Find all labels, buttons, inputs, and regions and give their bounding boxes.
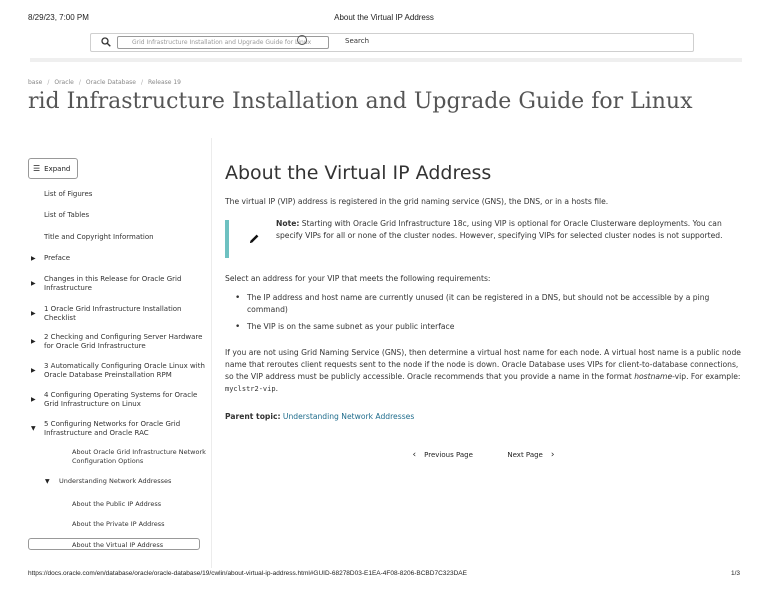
toc-item-title-copyright[interactable]: Title and Copyright Information xyxy=(44,233,154,241)
triangle-down-icon: ▼ xyxy=(31,425,36,432)
search-bar xyxy=(90,33,694,52)
toc-item-list-of-figures[interactable]: List of Figures xyxy=(44,190,93,198)
note-label: Note: xyxy=(276,219,300,228)
page-url: https://docs.oracle.com/en/database/oracle/oracle-database/19/cwlin/about-virtual-ip-address.html#GUID-68278D03-E1EA-4F08-8206-BCBD7C323DAE xyxy=(28,570,467,577)
search-scope-select[interactable]: Grid Infrastructure Installation and Upgrade Guide for Linux xyxy=(117,36,329,49)
parent-topic-label: Parent topic: xyxy=(225,412,281,421)
previous-page-button[interactable]: ‹ Previous Page xyxy=(412,450,473,460)
book-title[interactable]: rid Infrastructure Installation and Upgrade Guide for Linux xyxy=(28,89,693,114)
breadcrumb-item[interactable]: Release 19 xyxy=(148,79,181,86)
print-title: About the Virtual IP Address xyxy=(334,13,434,22)
list-expand-icon: ☰ xyxy=(33,164,41,173)
loading-spinner-icon xyxy=(297,35,307,45)
gns-paragraph: If you are not using Grid Naming Service (GNS), then determine a virtual host name for each node. A virtual host name is a public node name that reroutes client requests sent to the node if the node is down. Oracle Database uses VIPs for client-to-database connections, so the VIP address must be publicly accessible. Oracle recommends that you provide a name in the format hostname-vip. For example: myclstr2-vip. xyxy=(225,348,741,393)
toc-item-private-ip[interactable]: About the Private IP Address xyxy=(72,520,165,528)
list-item: • The VIP is on the same subnet as your public interface xyxy=(225,321,742,333)
chevron-right-icon: › xyxy=(550,450,555,460)
parent-topic-link[interactable]: Understanding Network Addresses xyxy=(282,412,415,421)
next-page-button[interactable]: Next Page › xyxy=(507,450,555,460)
triangle-right-icon: ▶ xyxy=(31,310,36,317)
breadcrumb-item[interactable]: Oracle xyxy=(54,79,74,86)
toc-item-chapter-5[interactable]: ▼ 5 Configuring Networks for Oracle Grid Infrastructure and Oracle RAC xyxy=(31,420,181,437)
toc-item-understanding-network-addresses[interactable]: ▼ Understanding Network Addresses xyxy=(45,477,172,485)
page-number: 1/3 xyxy=(730,570,740,577)
toc-item-list-of-tables[interactable]: List of Tables xyxy=(44,211,90,219)
pencil-icon xyxy=(248,233,260,245)
toc-current-highlight xyxy=(28,538,200,550)
list-item: • The IP address and host name are currently unused (it can be registered in a DNS, but should not be accessible by a ping command) xyxy=(225,292,742,316)
triangle-right-icon: ▶ xyxy=(31,367,36,374)
note-body: Starting with Oracle Grid Infrastructure 18c, using VIP is optional for Oracle Clusterware deployments. You can specify VIPs for all or none of the cluster nodes. However, specifying VIPs for selected cluster nodes is not supported. xyxy=(276,219,723,240)
pagination xyxy=(225,450,742,460)
requirements-intro: Select an address for your VIP that meets the following requirements: xyxy=(225,274,491,283)
note-box xyxy=(225,218,742,258)
toc-item-public-ip[interactable]: About the Public IP Address xyxy=(72,500,162,508)
toc-item-chapter-2[interactable]: ▶ 2 Checking and Configuring Server Hardware for Oracle Grid Infrastructure xyxy=(31,333,203,350)
sidebar-divider xyxy=(211,138,212,568)
requirements-list xyxy=(225,292,742,333)
intro-paragraph: The virtual IP (VIP) address is registered in the grid naming service (GNS), the DNS, or in a hosts file. xyxy=(225,197,609,206)
search-input[interactable]: Search xyxy=(345,37,370,45)
triangle-right-icon: ▶ xyxy=(31,280,36,287)
breadcrumb: base / Oracle / Oracle Database / Release 19 xyxy=(28,79,181,86)
triangle-right-icon: ▶ xyxy=(31,396,36,403)
chevron-left-icon: ‹ xyxy=(412,450,417,460)
note-text xyxy=(276,218,738,242)
toc-item-chapter-4[interactable]: ▶ 4 Configuring Operating Systems for Oracle Grid Infrastructure on Linux xyxy=(31,391,198,408)
breadcrumb-item[interactable]: Oracle Database xyxy=(85,79,136,86)
toc-item-preface[interactable]: ▶ Preface xyxy=(31,254,71,262)
expand-label: Expand xyxy=(44,164,71,173)
search-icon[interactable] xyxy=(101,37,111,47)
header-divider xyxy=(30,58,742,62)
toc-item-chapter-1[interactable]: ▶ 1 Oracle Grid Infrastructure Installation Checklist xyxy=(31,305,182,322)
triangle-right-icon: ▶ xyxy=(31,338,36,345)
expand-button[interactable] xyxy=(28,158,78,179)
parent-topic xyxy=(225,411,414,423)
triangle-right-icon: ▶ xyxy=(31,255,36,262)
note-accent-bar xyxy=(225,220,229,258)
breadcrumb-item[interactable]: base xyxy=(28,79,43,86)
main-content xyxy=(225,162,745,460)
triangle-down-icon: ▼ xyxy=(45,478,50,485)
toc-item-changes[interactable]: ▶ Changes in this Release for Oracle Grid Infrastructure xyxy=(31,275,182,292)
toc-item-chapter-3[interactable]: ▶ 3 Automatically Configuring Oracle Linux with Oracle Database Preinstallation RPM xyxy=(31,362,205,379)
page-title: About the Virtual IP Address xyxy=(225,162,492,184)
print-date: 8/29/23, 7:00 PM xyxy=(28,13,89,22)
toc-item-network-config-options[interactable]: About Oracle Grid Infrastructure Network Configuration Options xyxy=(72,448,206,465)
toc-item-virtual-ip-current[interactable]: About the Virtual IP Address xyxy=(72,541,164,549)
